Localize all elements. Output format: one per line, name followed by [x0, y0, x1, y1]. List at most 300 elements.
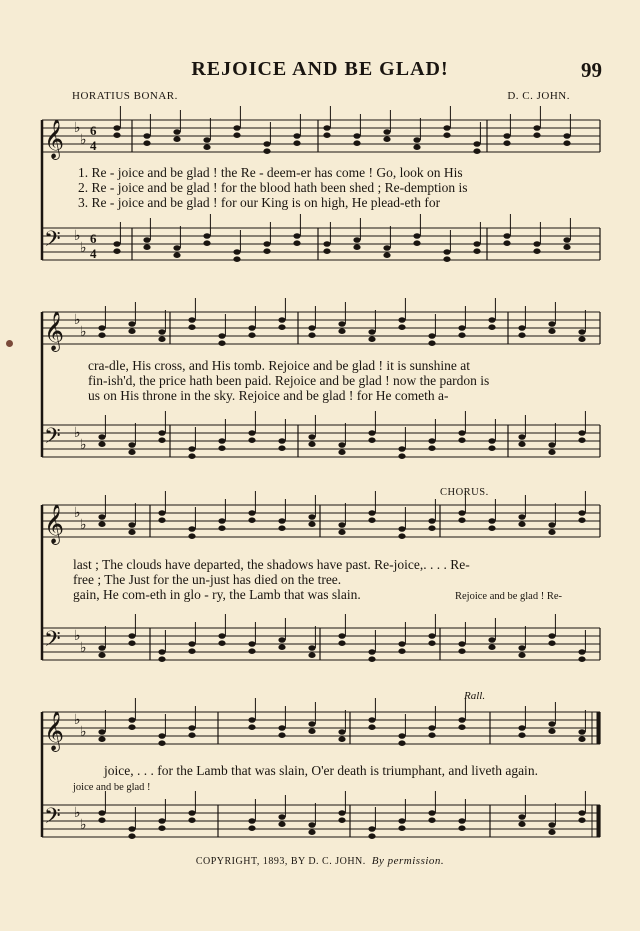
- note-head: [458, 641, 465, 647]
- note-head: [488, 438, 495, 444]
- note-head: [308, 325, 315, 331]
- note-head: [248, 430, 255, 436]
- note-head: [443, 125, 450, 131]
- note-head: [503, 233, 510, 239]
- note-head: [158, 733, 165, 739]
- hymn-title: REJOICE AND BE GLAD!: [191, 58, 449, 80]
- chorus-label: CHORUS.: [440, 487, 489, 498]
- note-head: [188, 453, 195, 459]
- note-head: [128, 640, 135, 646]
- note-head: [338, 640, 345, 646]
- note-head: [563, 237, 570, 243]
- note-head: [338, 321, 345, 327]
- note-head: [203, 240, 210, 246]
- note-head: [548, 522, 555, 528]
- note-head: [548, 829, 555, 835]
- note-head: [578, 729, 585, 735]
- note-head: [548, 721, 555, 727]
- note-head: [518, 332, 525, 338]
- composer-credit: D. C. JOHN.: [507, 90, 570, 102]
- note-head: [428, 817, 435, 823]
- note-head: [338, 810, 345, 816]
- note-head: [98, 645, 105, 651]
- note-head: [578, 430, 585, 436]
- note-head: [398, 317, 405, 323]
- note-head: [338, 736, 345, 742]
- note-head: [548, 728, 555, 734]
- note-head: [278, 821, 285, 827]
- note-head: [128, 328, 135, 334]
- note-head: [188, 533, 195, 539]
- note-head: [413, 240, 420, 246]
- flat-icon: ♭: [80, 817, 87, 833]
- note-head: [143, 244, 150, 250]
- note-head: [413, 233, 420, 239]
- note-head: [383, 245, 390, 251]
- note-head: [143, 237, 150, 243]
- note-head: [428, 333, 435, 339]
- system2-verse1: cra-dle, His cross, and His tomb. Rejoice and be glad ! it is sunshine at: [88, 358, 471, 373]
- note-head: [578, 736, 585, 742]
- note-head: [473, 141, 480, 147]
- flat-icon: ♭: [80, 324, 87, 340]
- note-head: [368, 430, 375, 436]
- time-signature-bottom: 4: [90, 138, 97, 153]
- note-head: [323, 125, 330, 131]
- note-head: [158, 825, 165, 831]
- note-head: [458, 717, 465, 723]
- note-head: [428, 640, 435, 646]
- note-head: [113, 132, 120, 138]
- copyright-text: COPYRIGHT, 1893, BY D. C. JOHN.: [195, 856, 366, 867]
- note-head: [188, 446, 195, 452]
- note-head: [488, 525, 495, 531]
- note-head: [188, 732, 195, 738]
- note-head: [413, 144, 420, 150]
- note-head: [368, 336, 375, 342]
- flat-icon: ♭: [80, 132, 87, 148]
- note-head: [248, 437, 255, 443]
- note-head: [128, 529, 135, 535]
- note-head: [503, 133, 510, 139]
- note-head: [323, 132, 330, 138]
- flat-icon: ♭: [80, 640, 87, 656]
- note-head: [278, 732, 285, 738]
- note-head: [548, 640, 555, 646]
- note-head: [473, 248, 480, 254]
- note-head: [143, 133, 150, 139]
- note-head: [548, 529, 555, 535]
- note-head: [578, 810, 585, 816]
- note-head: [518, 814, 525, 820]
- note-head: [518, 325, 525, 331]
- system3-verse3: gain, He com-eth in glo - ry, the Lamb that was slain.: [73, 587, 361, 602]
- note-head: [398, 641, 405, 647]
- note-head: [428, 633, 435, 639]
- note-head: [98, 729, 105, 735]
- note-head: [563, 244, 570, 250]
- note-head: [398, 818, 405, 824]
- note-head: [578, 817, 585, 823]
- note-head: [488, 637, 495, 643]
- note-head: [338, 817, 345, 823]
- note-head: [293, 240, 300, 246]
- flat-icon: ♭: [74, 628, 81, 644]
- note-head: [188, 526, 195, 532]
- note-head: [323, 241, 330, 247]
- note-head: [398, 526, 405, 532]
- note-head: [278, 518, 285, 524]
- note-head: [338, 442, 345, 448]
- note-head: [173, 136, 180, 142]
- note-head: [383, 252, 390, 258]
- note-head: [443, 132, 450, 138]
- note-head: [293, 133, 300, 139]
- tempo-marking: Rall.: [464, 690, 486, 702]
- page-number: 99: [581, 58, 602, 82]
- note-head: [188, 810, 195, 816]
- note-head: [218, 518, 225, 524]
- note-head: [98, 514, 105, 520]
- note-head: [533, 125, 540, 131]
- note-head: [458, 332, 465, 338]
- note-head: [458, 818, 465, 824]
- note-head: [158, 818, 165, 824]
- note-head: [518, 441, 525, 447]
- note-head: [548, 449, 555, 455]
- note-head: [413, 137, 420, 143]
- note-head: [128, 633, 135, 639]
- note-head: [158, 336, 165, 342]
- note-head: [368, 833, 375, 839]
- note-head: [248, 332, 255, 338]
- note-head: [173, 245, 180, 251]
- note-head: [398, 733, 405, 739]
- note-head: [248, 717, 255, 723]
- note-head: [263, 141, 270, 147]
- time-signature-bottom: 4: [90, 246, 97, 261]
- bass-clef-icon: 𝄢: [44, 424, 61, 454]
- note-head: [353, 244, 360, 250]
- flat-icon: ♭: [80, 517, 87, 533]
- note-head: [518, 521, 525, 527]
- bass-clef-icon: 𝄢: [44, 627, 61, 657]
- note-head: [488, 445, 495, 451]
- note-head: [563, 133, 570, 139]
- note-head: [128, 522, 135, 528]
- note-head: [143, 140, 150, 146]
- flat-icon: ♭: [80, 724, 87, 740]
- permission-text: By permission.: [371, 855, 445, 867]
- note-head: [578, 649, 585, 655]
- note-head: [308, 434, 315, 440]
- note-head: [578, 656, 585, 662]
- note-head: [488, 518, 495, 524]
- treble-clef-icon: 𝄞: [44, 311, 65, 351]
- note-head: [158, 656, 165, 662]
- note-head: [383, 129, 390, 135]
- note-head: [458, 325, 465, 331]
- note-head: [473, 148, 480, 154]
- note-head: [218, 333, 225, 339]
- note-head: [188, 817, 195, 823]
- note-head: [278, 317, 285, 323]
- system2-verse2: fin-ish'd, the price hath been paid. Rejoice and be glad ! now the pardon is: [88, 373, 490, 388]
- lyricist-credit: HORATIUS BONAR.: [72, 90, 178, 102]
- flat-icon: ♭: [74, 228, 81, 244]
- note-head: [368, 717, 375, 723]
- note-head: [113, 125, 120, 131]
- note-head: [458, 825, 465, 831]
- note-head: [113, 241, 120, 247]
- note-head: [548, 822, 555, 828]
- system1-verse2: 2. Re - joice and be glad ! for the blood hath been shed ; Re-demption is: [78, 180, 468, 195]
- note-head: [188, 317, 195, 323]
- note-head: [338, 328, 345, 334]
- note-head: [428, 518, 435, 524]
- note-head: [353, 133, 360, 139]
- note-head: [278, 637, 285, 643]
- note-head: [278, 438, 285, 444]
- note-head: [368, 649, 375, 655]
- note-head: [458, 724, 465, 730]
- note-head: [533, 241, 540, 247]
- note-head: [188, 725, 195, 731]
- note-head: [98, 332, 105, 338]
- treble-clef-icon: 𝄞: [44, 504, 65, 544]
- note-head: [428, 725, 435, 731]
- note-head: [398, 825, 405, 831]
- note-head: [128, 833, 135, 839]
- note-head: [233, 249, 240, 255]
- note-head: [338, 522, 345, 528]
- note-head: [428, 445, 435, 451]
- note-head: [398, 533, 405, 539]
- note-head: [188, 648, 195, 654]
- note-head: [188, 641, 195, 647]
- note-head: [308, 514, 315, 520]
- note-head: [248, 517, 255, 523]
- note-head: [518, 434, 525, 440]
- note-head: [218, 633, 225, 639]
- note-head: [158, 517, 165, 523]
- note-head: [278, 725, 285, 731]
- note-head: [248, 641, 255, 647]
- note-head: [278, 445, 285, 451]
- note-head: [518, 514, 525, 520]
- note-head: [533, 248, 540, 254]
- note-head: [248, 825, 255, 831]
- note-head: [368, 510, 375, 516]
- note-head: [578, 510, 585, 516]
- note-head: [278, 644, 285, 650]
- copyright-footer: [0, 855, 640, 867]
- flat-icon: ♭: [80, 240, 87, 256]
- note-head: [308, 332, 315, 338]
- page-mark: [6, 340, 13, 347]
- note-head: [158, 437, 165, 443]
- note-head: [128, 321, 135, 327]
- note-head: [293, 233, 300, 239]
- note-head: [368, 656, 375, 662]
- system4-verse1: joice, . . . for the Lamb that was slain, O'er death is triumphant, and liveth again.: [104, 763, 538, 778]
- note-head: [308, 652, 315, 658]
- note-head: [218, 445, 225, 451]
- note-head: [518, 725, 525, 731]
- note-head: [158, 430, 165, 436]
- treble-clef-icon: 𝄞: [44, 119, 65, 159]
- note-head: [203, 144, 210, 150]
- note-head: [218, 340, 225, 346]
- note-head: [248, 325, 255, 331]
- flat-icon: ♭: [74, 805, 81, 821]
- note-head: [293, 140, 300, 146]
- note-head: [308, 645, 315, 651]
- note-head: [458, 517, 465, 523]
- note-head: [173, 129, 180, 135]
- note-head: [98, 736, 105, 742]
- note-head: [128, 717, 135, 723]
- treble-clef-icon: 𝄞: [44, 711, 65, 751]
- note-head: [173, 252, 180, 258]
- note-head: [428, 340, 435, 346]
- note-head: [368, 517, 375, 523]
- note-head: [128, 442, 135, 448]
- note-head: [578, 517, 585, 523]
- note-head: [158, 649, 165, 655]
- note-head: [428, 525, 435, 531]
- note-head: [218, 640, 225, 646]
- note-head: [218, 438, 225, 444]
- note-head: [578, 336, 585, 342]
- note-head: [503, 140, 510, 146]
- note-head: [488, 317, 495, 323]
- note-head: [368, 329, 375, 335]
- note-head: [233, 125, 240, 131]
- note-head: [278, 525, 285, 531]
- note-head: [128, 449, 135, 455]
- note-head: [98, 817, 105, 823]
- note-head: [113, 248, 120, 254]
- note-head: [248, 648, 255, 654]
- note-head: [398, 648, 405, 654]
- note-head: [578, 329, 585, 335]
- system3-verse1: last ; The clouds have departed, the shadows have past. Re-joice,. . . . Re-: [73, 557, 470, 572]
- note-head: [203, 137, 210, 143]
- note-head: [398, 740, 405, 746]
- note-head: [458, 648, 465, 654]
- note-head: [338, 449, 345, 455]
- note-head: [278, 324, 285, 330]
- note-head: [383, 136, 390, 142]
- note-head: [278, 814, 285, 820]
- system1-verse3: 3. Re - joice and be glad ! for our King is on high, He plead-eth for: [78, 195, 441, 210]
- note-head: [548, 321, 555, 327]
- note-head: [158, 740, 165, 746]
- note-head: [503, 240, 510, 246]
- note-head: [548, 328, 555, 334]
- note-head: [128, 826, 135, 832]
- note-head: [368, 724, 375, 730]
- bass-clef-icon: 𝄢: [44, 804, 61, 834]
- note-head: [578, 437, 585, 443]
- note-head: [128, 724, 135, 730]
- note-head: [218, 525, 225, 531]
- note-head: [368, 437, 375, 443]
- note-head: [308, 822, 315, 828]
- note-head: [248, 510, 255, 516]
- note-head: [518, 732, 525, 738]
- note-head: [188, 324, 195, 330]
- note-head: [308, 829, 315, 835]
- note-head: [263, 248, 270, 254]
- note-head: [203, 233, 210, 239]
- time-signature-top: 6: [90, 231, 97, 246]
- note-head: [308, 728, 315, 734]
- note-head: [98, 521, 105, 527]
- system1-verse1: 1. Re - joice and be glad ! the Re - deem-er has come ! Go, look on His: [78, 165, 463, 180]
- note-head: [158, 510, 165, 516]
- note-head: [233, 132, 240, 138]
- note-head: [488, 644, 495, 650]
- note-head: [443, 256, 450, 262]
- note-head: [428, 732, 435, 738]
- note-head: [308, 521, 315, 527]
- system3-bass-words: Rejoice and be glad ! Re-: [455, 591, 562, 602]
- note-head: [233, 256, 240, 262]
- note-head: [458, 437, 465, 443]
- note-head: [398, 324, 405, 330]
- note-head: [428, 810, 435, 816]
- note-head: [533, 132, 540, 138]
- note-head: [338, 529, 345, 535]
- note-head: [458, 510, 465, 516]
- note-head: [308, 721, 315, 727]
- note-head: [158, 329, 165, 335]
- note-head: [443, 249, 450, 255]
- note-head: [98, 441, 105, 447]
- note-head: [368, 826, 375, 832]
- note-head: [263, 148, 270, 154]
- note-head: [398, 446, 405, 452]
- note-head: [308, 441, 315, 447]
- note-head: [98, 810, 105, 816]
- note-head: [338, 729, 345, 735]
- note-head: [248, 818, 255, 824]
- bass-clef-icon: 𝄢: [44, 227, 61, 257]
- note-head: [563, 140, 570, 146]
- system2-verse3: us on His throne in the sky. Rejoice and be glad ! for He cometh a-: [88, 388, 449, 403]
- flat-icon: ♭: [74, 312, 81, 328]
- note-head: [518, 652, 525, 658]
- time-signature-top: 6: [90, 123, 97, 138]
- note-head: [353, 237, 360, 243]
- system4-bass-words: joice and be glad !: [73, 782, 151, 793]
- note-head: [473, 241, 480, 247]
- note-head: [98, 652, 105, 658]
- note-head: [98, 325, 105, 331]
- system3-verse2: free ; The Just for the un-just has died on the tree.: [73, 572, 342, 587]
- note-head: [353, 140, 360, 146]
- note-head: [98, 434, 105, 440]
- note-head: [548, 633, 555, 639]
- note-head: [338, 633, 345, 639]
- note-head: [488, 324, 495, 330]
- flat-icon: ♭: [74, 120, 81, 136]
- flat-icon: ♭: [74, 425, 81, 441]
- note-head: [518, 821, 525, 827]
- note-head: [398, 453, 405, 459]
